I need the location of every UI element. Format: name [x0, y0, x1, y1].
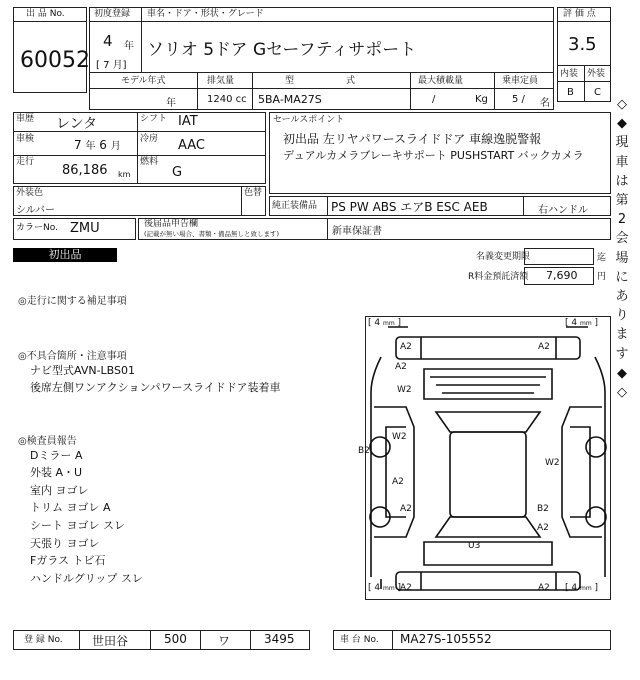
interior-grade: B [567, 87, 574, 98]
steering-value: 右ハンドル [538, 205, 588, 216]
max-load-label: 最大積載量 [418, 76, 464, 86]
inspector-item: トリム ヨゴレ A [30, 501, 111, 514]
sales-points-line1: 初出品 左リヤパワースライドドア 車線逸脱警報 [283, 132, 542, 146]
capacity-value: 5 / [512, 94, 525, 105]
equipment-value: PS PW ABS エアB ESC AEB [331, 200, 488, 214]
damage-mark: W2 [397, 385, 412, 395]
warranty-value: 新車保証書 [332, 226, 382, 237]
damage-mark: U3 [468, 541, 481, 551]
damage-mark: A2 [538, 342, 550, 352]
inspection-label: 車検 [16, 134, 35, 144]
inspector-item: ハンドルグリップ スレ [30, 572, 143, 585]
damage-mark: A2 [537, 523, 549, 533]
history-value: レンタ [56, 116, 98, 132]
inspector-item: 外装 A・U [30, 466, 83, 479]
equipment-label: 純正装備品 [272, 201, 318, 211]
max-load-value: / [432, 94, 436, 105]
exterior-grade: C [594, 87, 601, 98]
warranty-label: 後届品申告欄 [144, 219, 199, 229]
warranty-note: (記載が無い場合、書類・備品無しと致します) [144, 230, 280, 238]
damage-mark: B2 [537, 504, 549, 514]
color-no-value: ZMU [70, 221, 100, 236]
model-title-label: 車名・ドア・形状・グレード [147, 9, 264, 19]
model-year-unit: 年 [166, 98, 176, 109]
chassis-number: MA27S-105552 [400, 632, 492, 646]
displacement-value: 1240 cc [207, 94, 247, 105]
inspector-item: 室内 ヨゴレ [30, 484, 89, 497]
rating-value: 3.5 [568, 34, 597, 55]
supplement-heading: ◎走行に関する補足事項 [18, 296, 127, 307]
interior-label: 内装 [560, 69, 579, 79]
fuel-label: 燃料 [140, 157, 159, 167]
lot-number: 60052 [20, 48, 90, 73]
recycle-value: 7,690 [546, 269, 578, 282]
defect-line-2: 後席左側ワンアクションパワースライドドア装着車 [30, 381, 281, 394]
tire-rear-right: [ 4 mm ] [565, 583, 599, 593]
registration-number: 3495 [264, 632, 295, 646]
name-change-label: 名義変更期限 [476, 252, 531, 262]
shift-label: シフト [140, 114, 168, 124]
color-label: 外装色 [16, 188, 44, 198]
ac-label: 冷房 [140, 134, 159, 144]
capacity-unit: 名 [540, 98, 550, 109]
first-reg-year: 4 [103, 32, 113, 50]
name-change-box [524, 248, 594, 265]
mileage-label: 走行 [16, 157, 35, 167]
registration-label: 登 録 No. [24, 635, 63, 645]
history-label: 車歴 [16, 114, 35, 124]
inspector-item: 天張り ヨゴレ [30, 537, 100, 550]
displacement-label: 排気量 [207, 76, 235, 86]
color-value: シルバー [16, 205, 56, 216]
sales-points-label: セールスポイント [273, 115, 345, 125]
type-label: 型 [285, 76, 295, 86]
ac-value: AAC [178, 138, 205, 153]
damage-mark: A2 [392, 477, 404, 487]
damage-mark: A2 [400, 504, 412, 514]
exterior-label: 外装 [587, 69, 606, 79]
damage-mark: A2 [538, 583, 550, 593]
damage-mark: W2 [392, 432, 407, 442]
damage-mark: A2 [400, 342, 412, 352]
shift-value: IAT [178, 114, 198, 129]
car-outline-icon [366, 317, 610, 599]
defect-line-1: ナビ型式AVN-LBS01 [30, 364, 136, 377]
first-reg-year-unit: 年 [124, 41, 134, 52]
damage-diagram [365, 316, 611, 600]
damage-mark: W2 [545, 458, 560, 468]
inspector-heading: ◎検査員報告 [18, 436, 77, 447]
inspector-item: シート ヨゴレ スレ [30, 519, 125, 532]
mileage-value: 86,186 [62, 163, 108, 178]
recycle-label: R料金預託済額 [468, 272, 529, 282]
rating-label: 評 価 点 [563, 9, 596, 19]
registration-class: 500 [164, 632, 187, 646]
recycle-unit: 円 [597, 272, 607, 282]
defects-heading: ◎不具合箇所・注意事項 [18, 351, 127, 362]
lot-label: 出 品 No. [26, 9, 65, 19]
fuel-value: G [172, 165, 183, 180]
damage-mark: A2 [395, 362, 407, 372]
tire-front-right: [ 4 mm ] [565, 318, 599, 328]
inspection-value: 7 年 6 月 [74, 138, 121, 152]
first-reg-month: [ 7 月] [96, 60, 127, 71]
type-label2: 式 [346, 76, 356, 86]
model-title: ソリオ 5ドア Gセーフティサポート [147, 40, 417, 60]
registration-kana: ワ [218, 634, 231, 648]
registration-area: 世田谷 [92, 634, 129, 648]
tire-rear-left: [ 4 mm ] [368, 583, 402, 593]
model-year-label: モデル年式 [121, 76, 166, 86]
color-no-label: カラーNo. [16, 223, 58, 233]
max-load-unit: Kg [475, 94, 488, 105]
first-listing-badge: 初出品 [13, 248, 117, 262]
type-value: 5BA-MA27S [258, 93, 322, 106]
damage-mark: B2 [358, 446, 370, 456]
damage-mark: A2 [400, 583, 412, 593]
name-change-unit: 迄 [597, 253, 607, 263]
tire-front-left: [ 4 mm ] [368, 318, 402, 328]
first-reg-label: 初度登録 [94, 9, 131, 19]
sales-points-line2: デュアルカメラブレーキサポート PUSHSTART バックカメラ [283, 149, 584, 162]
side-notice: ◇ ◆ 現 車 は 第 2 会 場 に あ り ま す ◆ ◇ [615, 97, 629, 401]
capacity-label: 乗車定員 [502, 76, 539, 86]
color-change-label: 色替 [244, 188, 263, 198]
inspector-item: Dミラー A [30, 449, 83, 462]
inspector-item: Fガラス トビ石 [30, 554, 106, 567]
chassis-label: 車 台 No. [340, 635, 379, 645]
mileage-unit: km [118, 170, 131, 179]
